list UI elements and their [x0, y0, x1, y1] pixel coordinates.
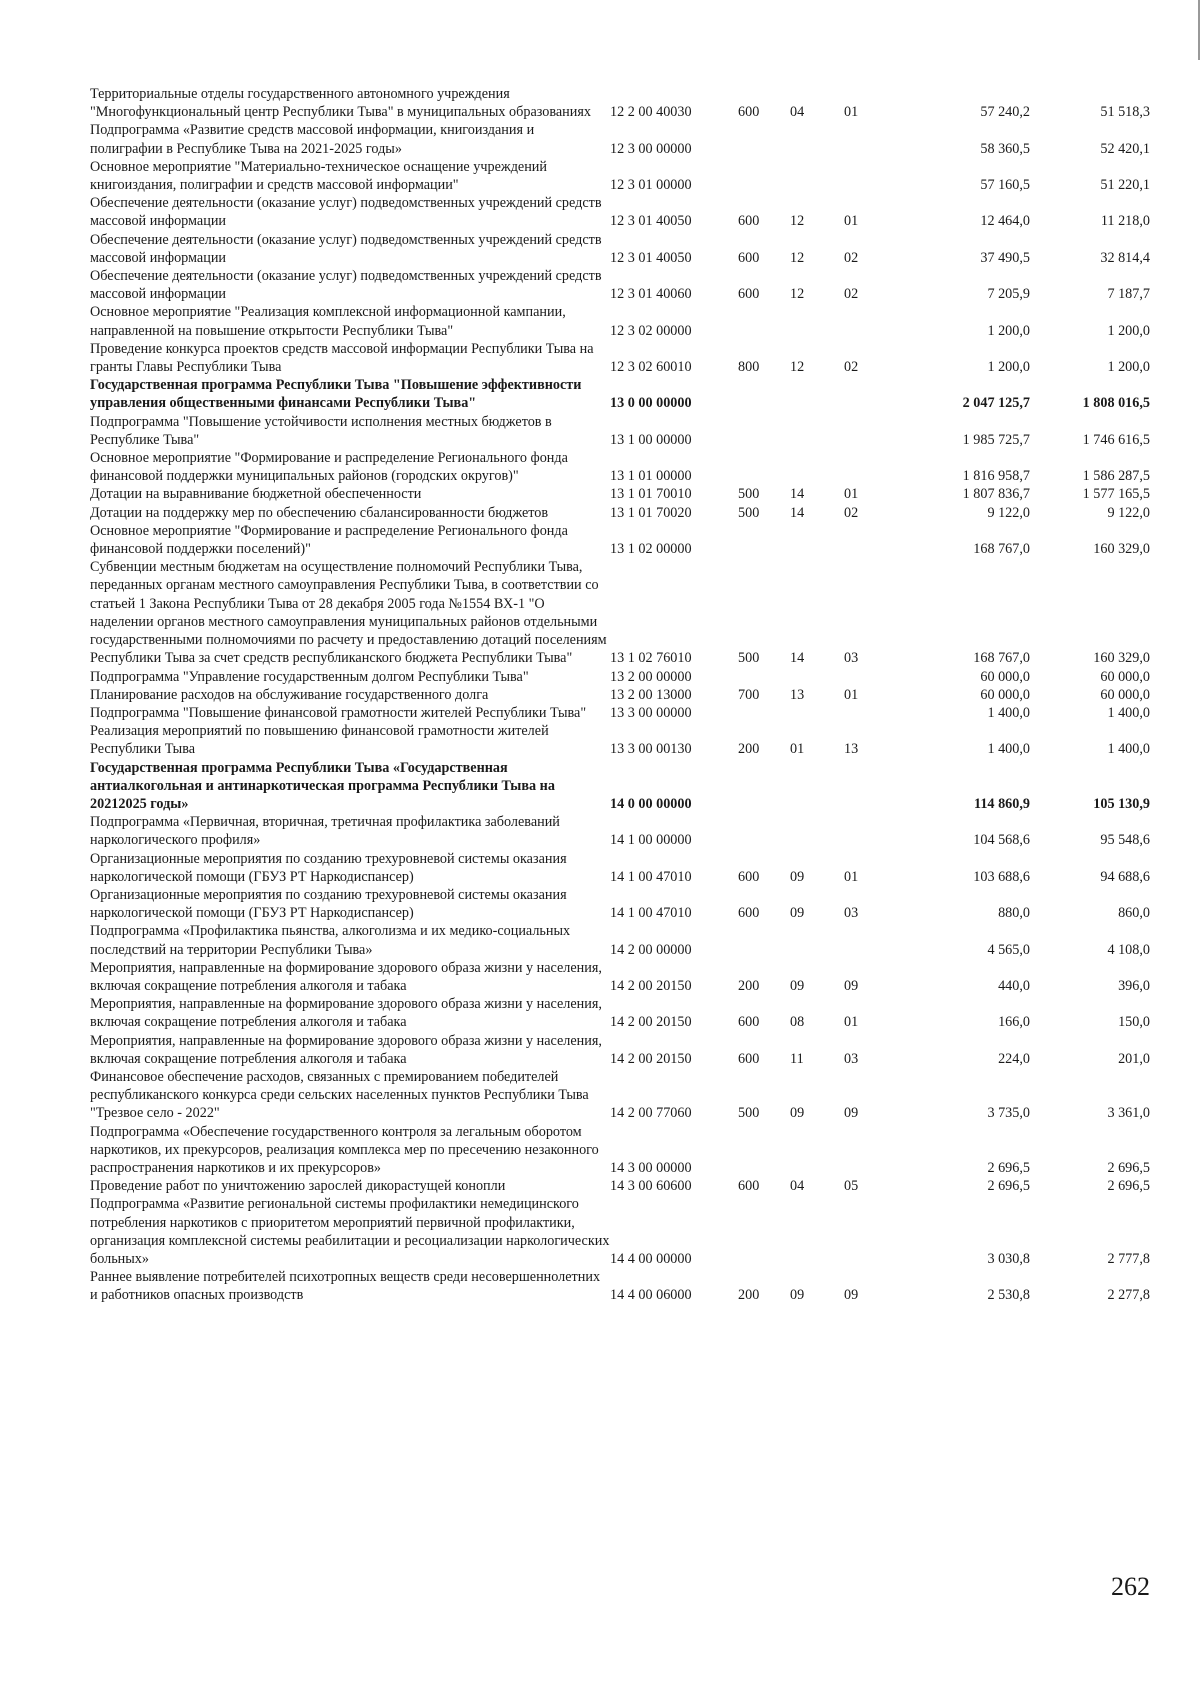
row-amount-2024: 11 218,0 [1100, 213, 1150, 230]
table-row [90, 231, 1150, 267]
page-number: 262 [1111, 1572, 1150, 1601]
row-expense-type [738, 158, 790, 194]
row-amount-2023: 2 047 125,7 [962, 395, 1030, 412]
row-section: 14 [790, 504, 805, 521]
row-target-code: 13 1 02 00000 [610, 541, 692, 558]
row-subsection: 13 [844, 741, 859, 758]
row-target-code: 13 2 00 00000 [610, 668, 692, 685]
row-amount-2023: 1 400,0 [987, 741, 1030, 758]
row-target-code: 13 1 01 70010 [610, 486, 692, 503]
table-row [90, 959, 1150, 995]
row-section [790, 449, 844, 485]
table-row [90, 995, 1150, 1031]
row-section [790, 813, 844, 849]
row-expense-type [738, 121, 790, 157]
row-subsection [844, 668, 910, 686]
row-description: Подпрограмма «Обеспечение государственного контроля за легальным оборотом наркотиков, их прекурсоров, реализация комплекса мер по пресечению незаконного распространения наркотиков и их прекурсоров» [90, 1123, 599, 1176]
row-subsection: 01 [844, 486, 859, 503]
row-target-code: 14 2 00 20150 [610, 1014, 692, 1031]
row-amount-2023: 9 122,0 [987, 504, 1030, 521]
row-expense-type [738, 668, 790, 686]
row-target-code: 13 1 02 76010 [610, 650, 692, 667]
row-subsection [844, 303, 910, 339]
row-subsection: 01 [844, 104, 859, 121]
row-amount-2023: 166,0 [998, 1014, 1030, 1031]
row-section: 12 [790, 213, 805, 230]
row-description: Мероприятия, направленные на формирование здорового образа жизни у населения, включая сокращение потребления алкоголя и табака [90, 959, 602, 994]
row-section: 14 [790, 650, 805, 667]
row-subsection [844, 158, 910, 194]
row-section: 12 [790, 359, 805, 376]
row-amount-2024: 32 814,4 [1100, 249, 1150, 266]
row-subsection: 09 [844, 1105, 859, 1122]
row-expense-type [738, 413, 790, 449]
row-amount-2024: 9 122,0 [1107, 504, 1150, 521]
row-amount-2023: 37 490,5 [980, 249, 1030, 266]
row-amount-2023: 57 240,2 [980, 104, 1030, 121]
row-subsection: 02 [844, 359, 859, 376]
row-description: Подпрограмма "Повышение финансовой грамотности жителей Республики Тыва" [90, 704, 587, 721]
row-section [790, 522, 844, 558]
row-section: 01 [790, 741, 805, 758]
row-section: 08 [790, 1014, 805, 1031]
row-amount-2024: 1 577 165,5 [1082, 486, 1150, 503]
table-row [90, 886, 1150, 922]
row-amount-2023: 1 816 958,7 [962, 468, 1030, 485]
row-section: 09 [790, 1105, 805, 1122]
row-description: Территориальные отделы государственного автономного учреждения "Многофункциональный центр Республики Тыва" в муниципальных образованиях [90, 86, 591, 121]
row-target-code: 12 3 01 40060 [610, 286, 692, 303]
row-expense-type [738, 303, 790, 339]
row-expense-type [738, 449, 790, 485]
row-amount-2023: 60 000,0 [980, 686, 1030, 703]
row-target-code: 13 2 00 13000 [610, 686, 692, 703]
row-target-code: 12 3 01 40050 [610, 249, 692, 266]
row-amount-2024: 94 688,6 [1100, 868, 1150, 885]
row-amount-2023: 4 565,0 [987, 941, 1030, 958]
row-description: Государственная программа Республики Тыва «Государственная антиалкогольная и антинаркотическая программа Республики Тыва на 20212025 годы» [90, 759, 555, 812]
row-subsection [844, 704, 910, 722]
row-description: Основное мероприятие "Материально-техническое оснащение учреждений книгоиздания, полиграфии и средств массовой информации" [90, 158, 547, 194]
row-amount-2024: 1 586 287,5 [1082, 468, 1150, 485]
row-amount-2024: 51 518,3 [1100, 104, 1150, 121]
row-target-code: 12 3 01 00000 [610, 177, 692, 194]
row-amount-2023: 168 767,0 [973, 650, 1030, 667]
row-amount-2024: 1 746 616,5 [1082, 431, 1150, 448]
row-expense-type [738, 759, 790, 814]
row-subsection: 03 [844, 650, 859, 667]
row-section [790, 158, 844, 194]
row-section [790, 704, 844, 722]
row-amount-2023: 7 205,9 [987, 286, 1030, 303]
table-row [90, 1032, 1150, 1068]
row-amount-2023: 2 530,8 [987, 1287, 1030, 1304]
table-row [90, 413, 1150, 449]
row-target-code: 14 4 00 00000 [610, 1251, 692, 1267]
row-description: Подпрограмма «Профилактика пьянства, алкоголизма и их медико-социальных последствий на территории Республики Тыва» [90, 923, 571, 958]
table-row [90, 522, 1150, 558]
row-description: Основное мероприятие "Формирование и распределение Регионального фонда финансовой поддержки поселений)" [90, 522, 568, 558]
row-target-code: 12 3 02 60010 [610, 359, 692, 376]
row-section: 11 [790, 1050, 804, 1067]
row-target-code: 13 3 00 00000 [610, 704, 692, 721]
row-description: Мероприятия, направленные на формирование здорового образа жизни у населения, включая сокращение потребления алкоголя и табака [90, 1032, 602, 1067]
row-target-code: 14 4 00 06000 [610, 1287, 692, 1304]
row-amount-2023: 3 735,0 [987, 1105, 1030, 1122]
row-amount-2024: 52 420,1 [1100, 140, 1150, 157]
row-subsection: 09 [844, 1287, 859, 1304]
row-expense-type: 600 [738, 1178, 760, 1195]
row-subsection: 01 [844, 868, 859, 885]
table-row [90, 504, 1150, 522]
table-row [90, 558, 1150, 667]
row-expense-type: 600 [738, 868, 760, 885]
row-target-code: 12 3 00 00000 [610, 140, 692, 157]
row-description: Основное мероприятие "Формирование и распределение Регионального фонда финансовой поддержки муниципальных районов (городских округов)" [90, 450, 568, 485]
row-section [790, 121, 844, 157]
row-description: Подпрограмма "Управление государственным долгом Республики Тыва" [90, 668, 529, 685]
row-target-code: 14 2 00 77060 [610, 1105, 692, 1122]
table-row [90, 1068, 1150, 1123]
table-row [90, 1195, 1150, 1268]
row-expense-type [738, 376, 790, 412]
row-expense-type: 200 [738, 1287, 760, 1304]
row-amount-2023: 57 160,5 [980, 177, 1030, 194]
row-subsection [844, 759, 910, 814]
row-description: Проведение конкурса проектов средств массовой информации Республики Тыва на гранты Главы Республики Тыва [90, 340, 594, 376]
row-amount-2024: 51 220,1 [1100, 177, 1150, 194]
row-amount-2023: 224,0 [998, 1050, 1030, 1067]
budget-table [90, 85, 1150, 1305]
row-subsection: 09 [844, 977, 859, 994]
row-expense-type: 600 [738, 104, 760, 121]
row-amount-2023: 1 985 725,7 [962, 431, 1030, 448]
table-row [90, 158, 1150, 194]
row-description: Финансовое обеспечение расходов, связанных с премированием победителей республиканского конкурса среди сельских населенных пунктов Республики Тыва "Трезвое село - 2022" [90, 1068, 589, 1122]
row-amount-2024: 2 277,8 [1107, 1287, 1150, 1304]
row-subsection: 01 [844, 686, 859, 703]
row-description: Планирование расходов на обслуживание государственного долга [90, 686, 489, 703]
row-section [790, 668, 844, 686]
row-expense-type: 600 [738, 1014, 760, 1031]
row-description: Дотации на поддержку мер по обеспечению сбалансированности бюджетов [90, 504, 549, 521]
table-row [90, 922, 1150, 958]
row-amount-2024: 7 187,7 [1107, 286, 1150, 303]
row-amount-2024: 60 000,0 [1100, 686, 1150, 703]
row-amount-2024: 160 329,0 [1093, 650, 1150, 667]
row-amount-2024: 860,0 [1118, 905, 1150, 922]
row-subsection [844, 522, 910, 558]
row-amount-2023: 114 860,9 [974, 795, 1030, 812]
row-target-code: 13 1 00 00000 [610, 431, 692, 448]
row-expense-type: 500 [738, 1105, 760, 1122]
row-target-code: 13 1 01 00000 [610, 468, 692, 485]
row-amount-2023: 104 568,6 [973, 832, 1030, 849]
table-row [90, 121, 1150, 157]
row-amount-2023: 440,0 [998, 977, 1030, 994]
row-target-code: 14 2 00 20150 [610, 1050, 692, 1067]
row-expense-type: 200 [738, 741, 760, 758]
table-row [90, 1123, 1150, 1178]
row-expense-type: 600 [738, 1050, 760, 1067]
table-row [90, 1268, 1150, 1304]
row-target-code: 14 3 00 00000 [610, 1159, 692, 1176]
row-target-code: 12 3 02 00000 [610, 322, 692, 339]
row-amount-2023: 1 400,0 [987, 704, 1030, 721]
row-expense-type: 500 [738, 650, 760, 667]
row-amount-2024: 1 200,0 [1107, 322, 1150, 339]
scan-edge-mark [1190, 0, 1200, 60]
row-amount-2023: 103 688,6 [973, 868, 1030, 885]
row-subsection: 03 [844, 1050, 859, 1067]
row-amount-2023: 58 360,5 [980, 140, 1030, 157]
row-section: 09 [790, 977, 805, 994]
row-section [790, 413, 844, 449]
row-amount-2023: 2 696,5 [987, 1178, 1030, 1195]
table-row [90, 686, 1150, 704]
row-amount-2024: 4 108,0 [1107, 941, 1150, 958]
row-target-code: 14 3 00 60600 [610, 1178, 692, 1195]
row-description: Государственная программа Республики Тыва "Повышение эффективности управления общественными финансами Республики Тыва" [90, 377, 582, 412]
row-amount-2024: 201,0 [1118, 1050, 1150, 1067]
row-target-code: 13 0 00 00000 [610, 395, 692, 412]
row-subsection [844, 413, 910, 449]
table-row [90, 704, 1150, 722]
row-expense-type [738, 1123, 790, 1178]
row-target-code: 14 2 00 20150 [610, 977, 692, 994]
row-expense-type [738, 704, 790, 722]
row-expense-type: 600 [738, 249, 760, 266]
table-row [90, 1177, 1150, 1195]
table-row [90, 267, 1150, 303]
row-amount-2023: 12 464,0 [980, 213, 1030, 230]
row-amount-2024: 105 130,9 [1093, 795, 1150, 812]
row-section: 09 [790, 905, 805, 922]
row-description: Обеспечение деятельности (оказание услуг) подведомственных учреждений средств массовой информации [90, 195, 602, 230]
row-section: 04 [790, 1178, 805, 1195]
row-section: 14 [790, 486, 805, 503]
row-target-code: 13 3 00 00130 [610, 741, 692, 758]
row-description: Подпрограмма «Развитие региональной системы профилактики немедицинского потребления наркотиков с приоритетом мероприятий первичной профилактики, организация комплексной системы реабилитации и ресоциализации наркологических больных» [90, 1196, 610, 1267]
row-subsection: 02 [844, 504, 859, 521]
row-description: Раннее выявление потребителей психотропных веществ среди несовершеннолетних и работников опасных производств [90, 1269, 601, 1304]
row-target-code: 14 1 00 47010 [610, 905, 692, 922]
row-target-code: 14 2 00 00000 [610, 941, 692, 958]
row-description: Подпрограмма «Развитие средств массовой информации, книгоиздания и полиграфии в Республике Тыва на 2021-2025 годы» [90, 122, 535, 157]
row-amount-2024: 95 548,6 [1100, 832, 1150, 849]
row-subsection [844, 449, 910, 485]
row-description: Субвенции местным бюджетам на осуществление полномочий Республики Тыва, переданных органам местного самоуправления Республики Тыва, в соответствии со статьей 1 Закона Республики Тыва от 28 декабря 2005 года №1554 ВХ-1 "О наделении органов местного самоуправления муниципальных районов отдельными государственными полномочиями по расчету и предоставлению дотаций поселениям Республики Тыва за счет средств республиканского бюджета Республики Тыва" [90, 559, 607, 667]
row-expense-type [738, 922, 790, 958]
row-section: 12 [790, 286, 805, 303]
row-subsection: 02 [844, 249, 859, 266]
row-subsection: 05 [844, 1178, 859, 1195]
row-target-code: 13 1 01 70020 [610, 504, 692, 521]
row-amount-2024: 1 808 016,5 [1082, 395, 1150, 412]
table-row [90, 194, 1150, 230]
row-description: Организационные мероприятия по созданию трехуровневой системы оказания наркологической помощи (ГБУЗ РТ Наркодиспансер) [90, 850, 567, 885]
row-description: Подпрограмма «Первичная, вторичная, третичная профилактика заболеваний наркологического профиля» [90, 814, 560, 849]
row-amount-2024: 1 200,0 [1107, 359, 1150, 376]
row-section [790, 1195, 844, 1268]
row-amount-2023: 1 200,0 [987, 322, 1030, 339]
row-amount-2024: 160 329,0 [1093, 541, 1150, 558]
row-expense-type: 500 [738, 504, 760, 521]
row-expense-type [738, 813, 790, 849]
table-row [90, 376, 1150, 412]
row-description: Подпрограмма "Повышение устойчивости исполнения местных бюджетов в Республике Тыва" [90, 413, 552, 448]
row-amount-2024: 2 777,8 [1107, 1251, 1150, 1267]
row-subsection [844, 376, 910, 412]
row-subsection [844, 1123, 910, 1178]
table-row [90, 485, 1150, 503]
row-expense-type: 600 [738, 213, 760, 230]
row-section: 04 [790, 104, 805, 121]
row-target-code: 14 1 00 00000 [610, 832, 692, 849]
row-description: Проведение работ по уничтожению зарослей дикорастущей конопли [90, 1178, 506, 1195]
table-row [90, 722, 1150, 758]
table-row [90, 850, 1150, 886]
row-amount-2024: 150,0 [1118, 1014, 1150, 1031]
row-description: Дотации на выравнивание бюджетной обеспеченности [90, 486, 422, 503]
row-expense-type [738, 522, 790, 558]
row-expense-type: 500 [738, 486, 760, 503]
row-amount-2024: 3 361,0 [1107, 1105, 1150, 1122]
row-subsection [844, 1195, 910, 1268]
row-section [790, 303, 844, 339]
row-amount-2024: 2 696,5 [1107, 1159, 1150, 1176]
row-expense-type: 800 [738, 359, 760, 376]
row-target-code: 12 2 00 40030 [610, 104, 692, 121]
row-amount-2023: 2 696,5 [987, 1159, 1030, 1176]
budget-table-body [90, 85, 1150, 1305]
row-description: Основное мероприятие "Реализация комплексной информационной кампании, направленной на повышение открытости Республики Тыва" [90, 304, 566, 339]
row-section: 12 [790, 249, 805, 266]
row-amount-2023: 60 000,0 [980, 668, 1030, 685]
row-amount-2024: 1 400,0 [1107, 704, 1150, 721]
row-section [790, 376, 844, 412]
row-target-code: 14 0 00 00000 [610, 795, 692, 812]
row-subsection [844, 121, 910, 157]
row-amount-2023: 1 807 836,7 [962, 486, 1030, 503]
row-target-code: 14 1 00 47010 [610, 868, 692, 885]
row-amount-2023: 880,0 [998, 905, 1030, 922]
row-subsection: 01 [844, 213, 859, 230]
row-section [790, 922, 844, 958]
row-expense-type: 200 [738, 977, 760, 994]
row-amount-2024: 396,0 [1118, 977, 1150, 994]
row-section: 09 [790, 868, 805, 885]
row-amount-2024: 1 400,0 [1107, 741, 1150, 758]
row-description: Реализация мероприятий по повышению финансовой грамотности жителей Республики Тыва [90, 723, 549, 758]
row-amount-2023: 3 030,8 [987, 1251, 1030, 1267]
row-amount-2024: 60 000,0 [1100, 668, 1150, 685]
row-amount-2023: 168 767,0 [973, 541, 1030, 558]
row-expense-type [738, 1195, 790, 1268]
row-subsection: 03 [844, 905, 859, 922]
row-section [790, 759, 844, 814]
row-amount-2023: 1 200,0 [987, 359, 1030, 376]
row-expense-type: 600 [738, 905, 760, 922]
table-row [90, 449, 1150, 485]
row-description: Мероприятия, направленные на формирование здорового образа жизни у населения, включая сокращение потребления алкоголя и табака [90, 996, 602, 1031]
table-row [90, 303, 1150, 339]
row-target-code: 12 3 01 40050 [610, 213, 692, 230]
row-subsection [844, 813, 910, 849]
row-description: Организационные мероприятия по созданию трехуровневой системы оказания наркологической помощи (ГБУЗ РТ Наркодиспансер) [90, 886, 567, 922]
row-expense-type: 600 [738, 286, 760, 303]
table-row [90, 668, 1150, 686]
table-row [90, 340, 1150, 376]
table-row [90, 813, 1150, 849]
row-amount-2024: 2 696,5 [1107, 1178, 1150, 1195]
row-expense-type: 700 [738, 686, 760, 703]
row-section [790, 1123, 844, 1178]
row-section: 13 [790, 686, 805, 703]
row-description: Обеспечение деятельности (оказание услуг) подведомственных учреждений средств массовой информации [90, 268, 602, 303]
row-subsection: 01 [844, 1014, 859, 1031]
row-section: 09 [790, 1287, 805, 1304]
table-row [90, 85, 1150, 121]
row-subsection: 02 [844, 286, 859, 303]
row-subsection [844, 922, 910, 958]
table-row [90, 759, 1150, 814]
row-description: Обеспечение деятельности (оказание услуг) подведомственных учреждений средств массовой информации [90, 231, 602, 266]
